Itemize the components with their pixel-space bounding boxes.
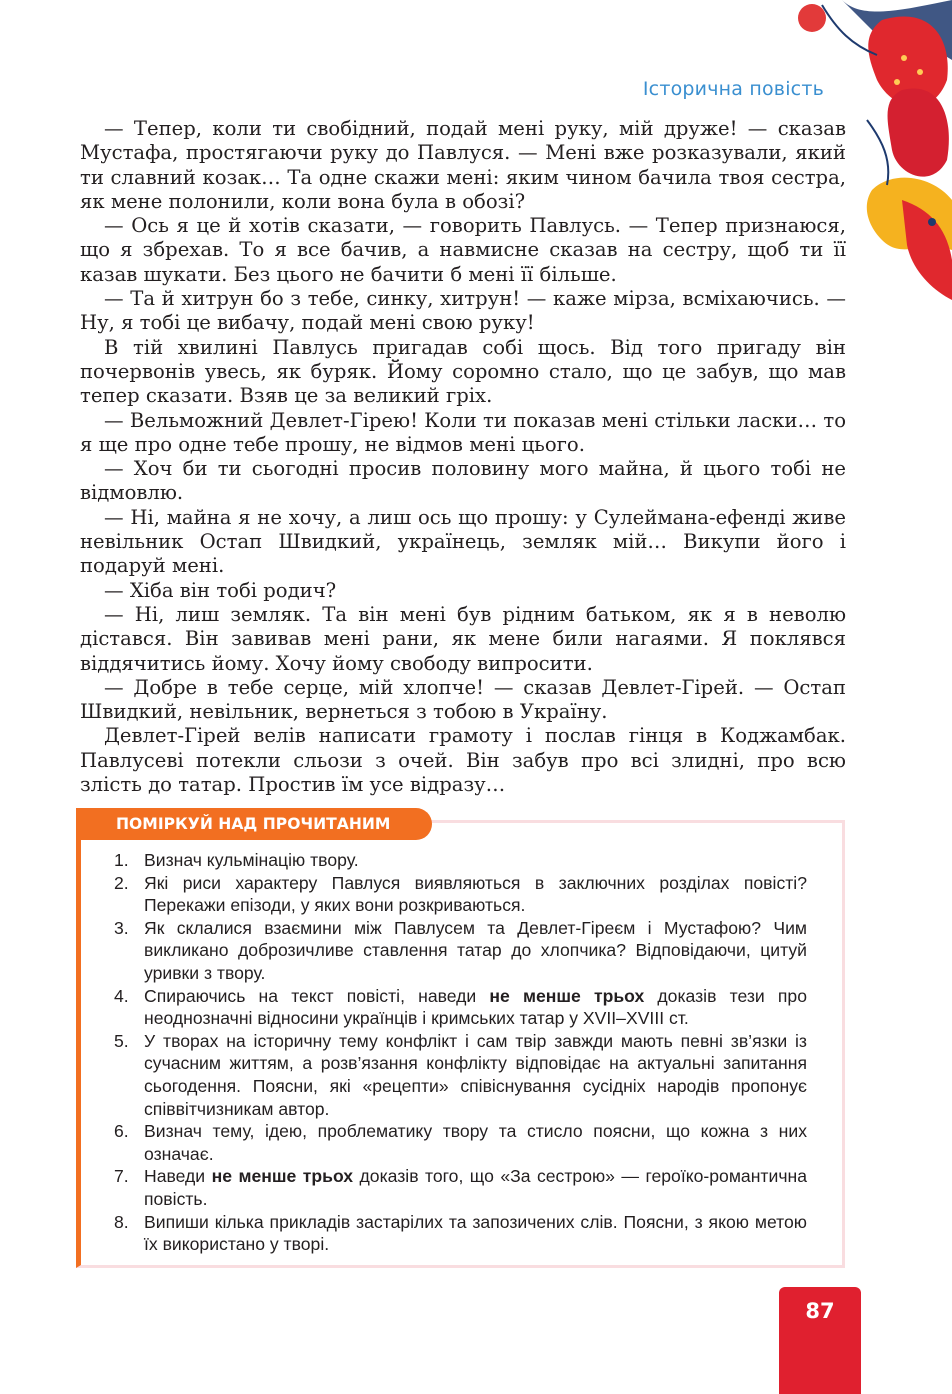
task-text: Випиши кілька прикладів застарілих та запозичених слів. Поясни, з якою метою їх використано у творі. bbox=[144, 1211, 807, 1255]
task-item bbox=[112, 917, 807, 985]
task-item bbox=[112, 1165, 807, 1210]
task-number: 1. bbox=[114, 850, 129, 870]
task-text: Визнач тему, ідею, проблематику твору та стисло поясни, що кожна з них означає. bbox=[144, 1121, 807, 1164]
story-paragraph: — Та й хитрун бо з тебе, синку, хитрун! — каже мірза, всміхаючись. — Ну, я тобі це вибачу, подай мені свою руку! bbox=[80, 287, 846, 335]
task-number: 2. bbox=[114, 872, 129, 893]
task-item bbox=[112, 985, 807, 1030]
story-paragraph: — Хіба він тобі родич? bbox=[104, 578, 337, 602]
task-text: Спираючись на текст повісті, наведи bbox=[144, 985, 490, 1006]
task-emphasis: не менше трьох bbox=[489, 985, 645, 1006]
task-item bbox=[112, 872, 807, 917]
task-item bbox=[112, 1211, 807, 1256]
story-paragraph: — Тепер, коли ти свобідний, подай мені руку, мій друже! — сказав Мустафа, простягаючи руку до Павлуся. — Мені вже розказували, який ти славний козак… Та одне скажи мені: яким чином бачила твоя сестра, як мене полонили, коли вона була в обозі? bbox=[80, 117, 846, 213]
story-paragraph: В тій хвилині Павлусь пригадав собі щось. Від того пригаду він почервонів увесь, як буряк. Йому соромно стало, що це забув, що мав тепер сказати. Взяв це за великий гріх. bbox=[80, 335, 846, 408]
task-number: 3. bbox=[114, 917, 129, 938]
task-text: У творах на історичну тему конфлікт і сам твір завжди мають певні зв’язки із сучасним життям, а розв’язання конфлікту відповідає на актуальні запитання сьогодення. Поясни, які «рецепти» співіснування сусідніх народів пропонує співвітчизникам автор. bbox=[144, 1030, 807, 1119]
task-text: доказів тези про неоднозначні відносини українців і кримських татар у XVII–XVIII ст. bbox=[144, 985, 807, 1029]
task-number: 8. bbox=[114, 1211, 129, 1232]
task-item bbox=[112, 849, 807, 872]
task-number: 6. bbox=[114, 1121, 129, 1142]
task-text: Як склалися взаємини між Павлусем та Девлет-Гіреєм і Мустафою? Чим викликано доброзичливе ставлення татар до хлопчика? Відповідаючи, цитуй уривки з твору. bbox=[144, 917, 807, 983]
story-paragraph: — Ні, лиш земляк. Та він мені був рідним батьком, як я в неволю дістався. Він завивав мені рани, як мене били нагаями. Я поклявся віддячитись йому. Хочу йому свободу випросити. bbox=[80, 602, 846, 675]
page-number: 87 bbox=[779, 1287, 861, 1394]
task-section-title: ПОМІРКУЙ НАД ПРОЧИТАНИМ bbox=[76, 808, 432, 840]
task-number: 5. bbox=[114, 1030, 129, 1051]
story-paragraph: — Вельможний Девлет-Гірею! Коли ти показав мені стільки ласки… то я ще про одне тебе прошу, не відмов мені цього. bbox=[80, 408, 846, 456]
task-item bbox=[112, 1120, 807, 1165]
task-list bbox=[112, 849, 807, 1256]
task-text: Які риси характеру Павлуся виявляються в заключних розділах повісті? Перекажи епізоди, у яких вони розкриваються. bbox=[144, 872, 807, 916]
task-number: 4. bbox=[114, 985, 129, 1006]
task-number: 7. bbox=[114, 1166, 129, 1187]
task-text: Наведи bbox=[144, 1166, 212, 1187]
story-paragraph: — Хоч би ти сьогодні просив половину мого майна, й цього тобі не відмовлю. bbox=[80, 457, 846, 505]
story-paragraph: — Добре в тебе серце, мій хлопче! — сказав Девлет-Гірей. — Остап Швидкий, невільник, вернеться з тобою в Україну. bbox=[80, 675, 846, 724]
story-paragraph: — Ні, майна я не хочу, а лиш ось що прошу: у Сулеймана-ефенді живе невільник Остап Швидкий, українець, земляк мій… Викупи його і подаруй мені. bbox=[80, 505, 846, 578]
task-item bbox=[112, 1030, 807, 1120]
section-header: Історична повість bbox=[642, 78, 824, 100]
task-emphasis: не менше трьох bbox=[211, 1166, 354, 1187]
story-paragraph: — Ось я це й хотів сказати, — говорить Павлусь. — Тепер признаюся, що я збрехав. То я все бачив, а навмисне сказав на сестру, щоб ти її казав шукати. Без цього не бачити б мені її більше. bbox=[80, 214, 846, 286]
task-text: Визнач кульмінацію твору. bbox=[144, 850, 359, 870]
story-paragraph: Девлет-Гірей велів написати грамоту і послав гінця в Коджамбак. Павлусеві потекли сльози з очей. Він забув про всі злидні, про всю злість до татар. Простив їм усе відразу… bbox=[80, 724, 846, 797]
task-text: доказів того, що «За сестрою» — героїко-романтична повість. bbox=[144, 1166, 807, 1209]
story-text bbox=[80, 117, 846, 797]
